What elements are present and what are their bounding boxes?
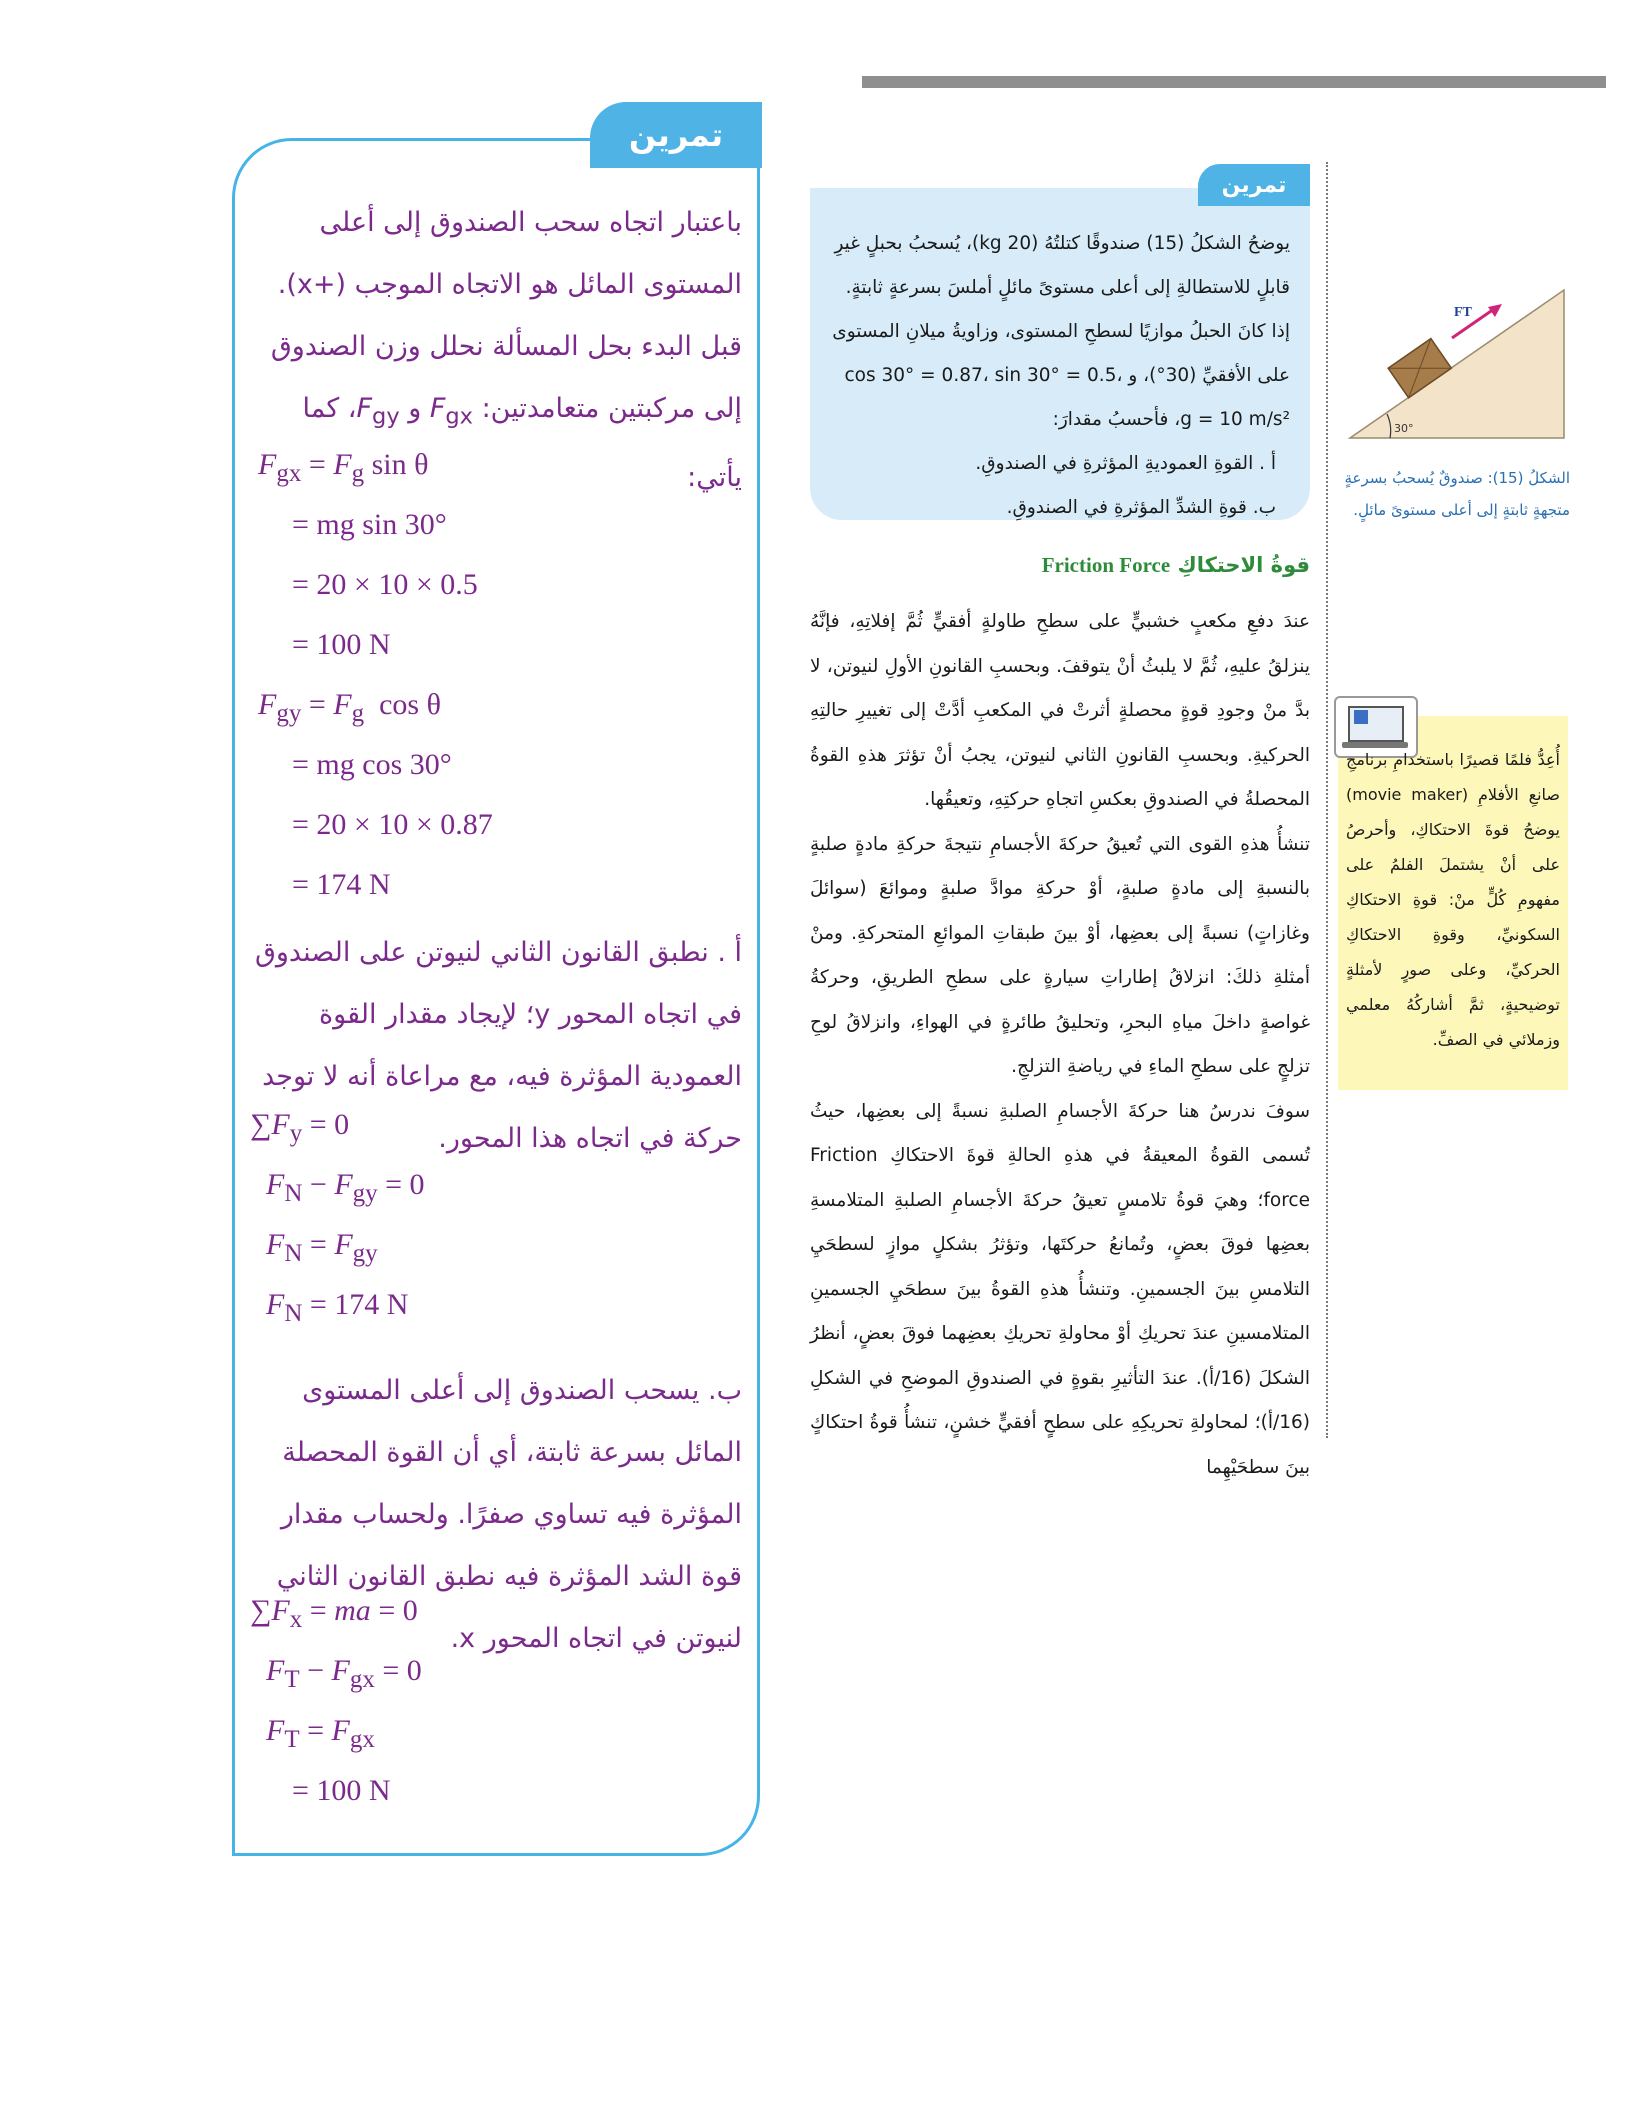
eq-fgx-2: = mg sin 30° [292, 508, 447, 541]
exercise-body: يوضحُ الشكلُ (15) صندوقًا كتلتُهُ (20 kg)، يُسحبُ بحبلٍ غيرِ قابلٍ للاستطالةِ إلى أعلى مستوىً مائلٍ أملسَ بسرعةٍ ثابتةٍ. إذا كانَ الحبلُ موازيًا لسطحِ المستوى، وزاويةُ ميلانِ المستوى على الأفقيِّ (30°)، و cos 30° = 0.87، sin 30° = 0.5، g = 10 m/s²، فأحسبُ مقدارَ: [832, 233, 1290, 430]
solution-intro-1: باعتبار اتجاه سحب الصندوق إلى أعلى المستوى المائل هو الاتجاه الموجب (+x). [277, 207, 742, 300]
eq-fgy-2: = mg cos 30° [292, 748, 452, 781]
incline-figure [1342, 286, 1570, 446]
eq-a-4: $F_N = 174$ N [266, 1288, 409, 1327]
eq-b-1: $\sum F_x$ = ma = 0 [250, 1594, 418, 1633]
paragraph-2: تنشأُ هذهِ القوى التي تُعيقُ حركةَ الأجسامِ نتيجةَ حركةِ مادةٍ صلبةٍ بالنسبةِ إلى مادةٍ صلبةٍ، أوْ حركةِ موادَّ صلبةٍ وموائعَ (سوائلَ وغازاتٍ) نسبةً إلى بعضِها، أوْ بينَ طبقاتِ الموائعِ المتحركةِ. ومنْ أمثلةِ ذلكَ: انزلاقُ إطاراتِ سيارةٍ على سطحِ الطريقِ، وحركةُ غواصةٍ داخلَ مياهِ البحرِ، وتحليقُ طائرةٍ في الهواءِ، وانزلاقُ لوحِ تزلجٍ على سطحِ الماءِ في رياضةِ التزلجِ. [810, 833, 1310, 1077]
eq-a-2: $F_N - F_{gy} = 0$ [266, 1168, 425, 1207]
exercise-title-tab: تمرين [1198, 164, 1310, 206]
eq-b-4: = 100 N [292, 1774, 391, 1807]
eq-fgx-4: = 100 N [292, 628, 391, 661]
force-label: FT [1454, 305, 1472, 320]
eq-fgx-1: $F_{gx} = F_g$ sin θ [258, 448, 429, 487]
angle-label: 30° [1394, 422, 1414, 435]
section-body [810, 600, 1310, 1490]
eq-a-3: $F_N = F_{gy}$ [266, 1228, 378, 1267]
solution-intro-2: قبل البدء بحل المسألة نحلل وزن الصندوق إلى مركبتين متعامدتين: $F_{gx}$ و $F_{gy}،$ كما يأتي: [270, 331, 742, 494]
eq-fgy-3: = 20 × 10 × 0.87 [292, 808, 493, 841]
heading-arabic: قوةُ الاحتكاكِ [1177, 553, 1310, 577]
solution-part-a: أ . نطبق القانون الثاني لنيوتن على الصندوق في اتجاه المحور y؛ لإيجاد مقدار القوة العمودية المؤثرة فيه، مع مراعاة أنه لا توجد حركة في اتجاه هذا المحور. [254, 937, 742, 1154]
eq-a-1: $\sum F_y = 0$ [250, 1108, 350, 1147]
exercise-text [828, 222, 1290, 530]
column-divider [1326, 162, 1328, 1438]
figure-caption: الشكلُ (15): صندوقٌ يُسحبُ بسرعةٍ متجهةٍ ثابتةٍ إلى أعلى مستوىً مائلٍ. [1344, 469, 1570, 519]
eq-fgy-4: = 174 N [292, 868, 391, 901]
exercise-item-b: ب. قوةِ الشدِّ المؤثرةِ في الصندوقِ. [1006, 497, 1276, 518]
solution-part-b: ب. يسحب الصندوق إلى أعلى المستوى المائل بسرعة ثابتة، أي أن القوة المحصلة المؤثرة فيه تساوي صفرًا. ولحساب مقدار قوة الشد المؤثرة فيه نطبق القانون الثاني لنيوتن في اتجاه المحور x. [276, 1375, 742, 1654]
paragraph-1: عندَ دفعِ مكعبٍ خشبيٍّ على سطحِ طاولةٍ أفقيٍّ ثُمَّ إفلاتِهِ، فإنَّهُ ينزلقُ عليهِ، ثُمَّ لا يلبثُ أنْ يتوقفَ. وبحسبِ القانونِ الأولِ لنيوتن، لا بدَّ منْ وجودِ قوةٍ محصلةٍ أثرتْ في المكعبِ أدَّتْ إلى تغييرِ حالتِهِ الحركيةِ. وبحسبِ القانونِ الثاني لنيوتن، يجبُ أنْ تؤثرَ هذهِ القوةُ المحصلةُ في الصندوقِ بعكسِ اتجاهِ حركتِهِ، وتعيقُها. [810, 611, 1310, 810]
eq-fgx-3: = 20 × 10 × 0.5 [292, 568, 478, 601]
top-divider-bar [862, 76, 1606, 88]
paragraph-3: سوفَ ندرسُ هنا حركةَ الأجسامِ الصلبةِ نسبةً إلى بعضِها، حيثُ تُسمى القوةُ المعيقةُ في هذهِ الحالةِ قوةَ الاحتكاكِ Friction force؛ وهيَ قوةُ تلامسٍ تعيقُ حركةَ الأجسامِ الصلبةِ المتلامسةِ بعضِها فوقَ بعضٍ، وتُمانعُ حركتَها، وتؤثرُ بشكلٍ موازٍ لسطحَيِ التلامسِ بينَ الجسمينِ. وتنشأُ هذهِ القوةُ بينَ سطحَيِ الجسمينِ المتلامسينِ عندَ تحريكِ أوْ محاولةِ تحريكِ بعضِهما فوقَ بعضٍ، أنظرُ الشكلَ (16/أ). عندَ التأثيرِ بقوةٍ في الصندوقِ الموضحِ في الشكلِ (16/أ)؛ لمحاولةِ تحريكِهِ على سطحٍ أفقيٍّ خشنٍ، تنشأُ قوةُ احتكاكٍ بينَ سطحَيْهِما [810, 1100, 1311, 1478]
eq-b-3: $F_T = F_{gx}$ [266, 1714, 375, 1753]
section-heading [820, 553, 1310, 578]
solution-title-tab: تمرين [590, 102, 762, 168]
heading-english: Friction Force [1041, 553, 1171, 577]
eq-b-2: $F_T - F_{gx} = 0$ [266, 1654, 422, 1693]
eq-fgy-1: $F_{gy} = F_g$ cos θ [258, 688, 441, 727]
activity-text: أُعِدُّ فلمًا قصيرًا باستخدامِ برنامجِ صانعِ الأفلامِ (movie maker) يوضحُ قوةَ الاحتكاكِ، وأحرصُ على أنْ يشتملَ الفلمُ على مفهومِ كُلٍّ منْ: قوةِ الاحتكاكِ السكونيِّ، وقوةِ الاحتكاكِ الحركيِّ، وعلى صورٍ لأمثلةٍ توضيحيةٍ، ثمَّ أشاركُهُ معلمي وزملائي في الصفِّ. [1346, 750, 1560, 1049]
exercise-item-a: أ . القوةِ العموديةِ المؤثرةِ في الصندوقِ. [975, 453, 1276, 474]
